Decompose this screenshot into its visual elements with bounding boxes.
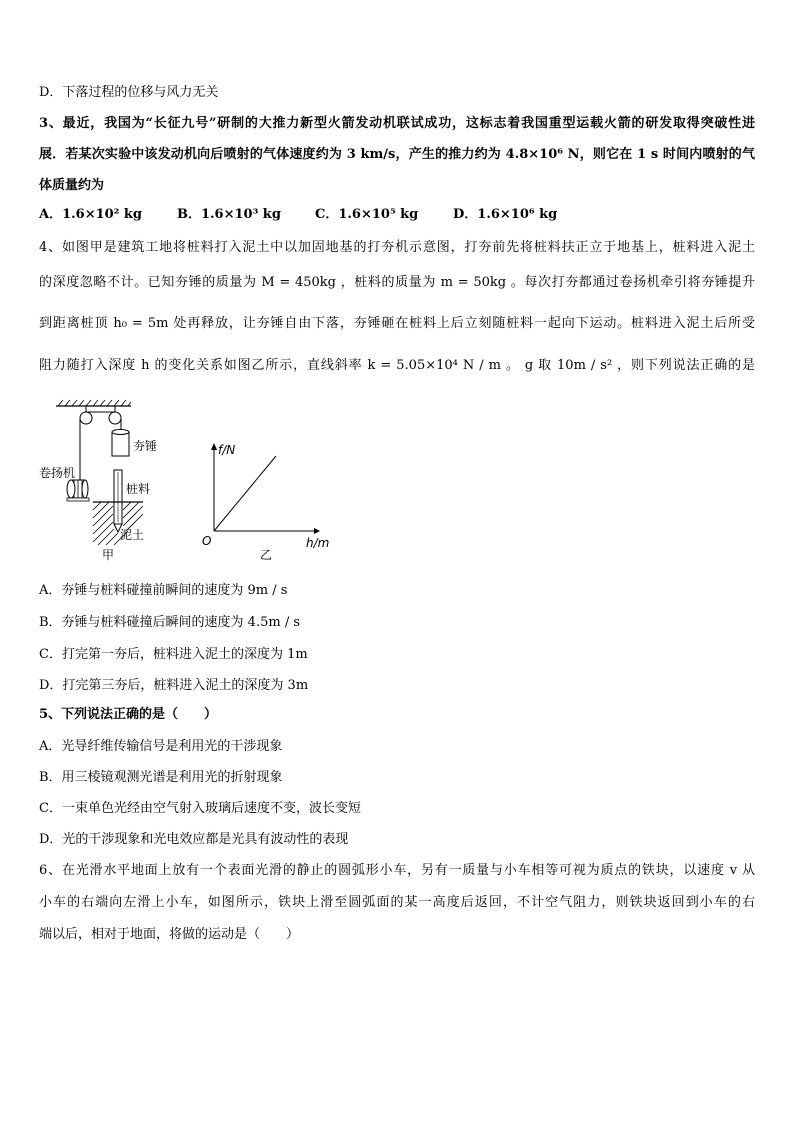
q6-stem-line-3: 端以后，相对于地面，将做的运动是（ ）: [39, 927, 300, 942]
origin-label: O: [202, 534, 212, 548]
h-axis-label: h/m: [306, 536, 330, 550]
q4-stem-line-4: 阻力随打入深度 h 的变化关系如图乙所示，直线斜率 k = 5.05×10⁴ N / m 。 g 取 10m / s² ，则下列说法正确的是: [39, 358, 755, 373]
q4-option-d: D．打完第三夯后，桩料进入泥土的深度为 3m: [39, 678, 309, 693]
f-axis-label: f/N: [218, 443, 236, 457]
ceiling: [56, 400, 131, 406]
q5-option-b: B．用三棱镜观测光谱是利用光的折射现象: [39, 770, 283, 785]
q5-option-c: C．一束单色光经由空气射入玻璃后速度不变，波长变短: [39, 801, 361, 816]
q5-stem: 5、下列说法正确的是（ ）: [39, 707, 218, 722]
label-soil: 泥土: [120, 528, 145, 542]
q3-stem-line-2: 展．若某次实验中该发动机向后喷射的气体速度约为 3 km/s，产生的推力约为 4.8×10⁶ N，则它在 1 s 时间内喷射的气: [39, 147, 755, 162]
pulley-right: [109, 412, 121, 424]
q4-stem-line-3: 到距离桩顶 h₀ = 5m 处再释放，让夯锤自由下落，夯锤砸在桩料上后立刻随桩料一起向下运动。桩料进入泥土后所受: [39, 316, 755, 331]
pile: [114, 470, 122, 532]
q3-option-a: A．1.6×10² kg: [39, 207, 143, 222]
q6-stem-line-1: 6、在光滑水平地面上放有一个表面光滑的静止的圆弧形小车，另有一质量与小车相等可视为质点的铁块，以速度 v 从: [39, 863, 755, 878]
q5-option-d: D．光的干涉现象和光电效应都是光具有波动性的表现: [39, 832, 349, 847]
label-winch: 卷扬机: [39, 466, 76, 480]
q4-option-b: B．夯锤与桩料碰撞后瞬间的速度为 4.5m / s: [39, 615, 301, 630]
q4-option-c: C．打完第一夯后，桩料进入泥土的深度为 1m: [39, 647, 308, 662]
q3-option-d: D．1.6×10⁶ kg: [453, 207, 558, 222]
caption-yi: 乙: [260, 548, 273, 562]
q3-option-c: C．1.6×10⁵ kg: [315, 207, 419, 222]
q3-stem-line-3: 体质量约为: [39, 178, 105, 193]
q4-stem-line-1: 4、如图甲是建筑工地将桩料打入泥土中以加固地基的打夯机示意图，打夯前先将桩料扶正立于地基上，桩料进入泥土: [39, 240, 755, 255]
q4-figure-svg: [38, 398, 348, 563]
rammer: [112, 432, 129, 456]
caption-jia: 甲: [102, 548, 115, 562]
q2-option-d: D．下落过程的位移与风力无关: [39, 85, 219, 100]
winch: [67, 480, 89, 501]
q6-stem-line-2: 小车的右端向左滑上小车，如图所示，铁块上滑至圆弧面的某一高度后返回，不计空气阻力，则铁块返回到小车的右: [39, 895, 755, 910]
q5-option-a: A．光导纤维传输信号是利用光的干涉现象: [39, 739, 283, 754]
label-pile: 桩料: [126, 482, 151, 496]
q4-stem-line-2: 的深度忽略不计。已知夯锤的质量为 M = 450kg ，桩料的质量为 m = 50kg 。每次打夯都通过卷扬机牵引将夯锤提升: [39, 275, 755, 290]
label-rammer: 夯锤: [133, 439, 158, 453]
q3-stem-line-1: 3、最近，我国为“长征九号”研制的大推力新型火箭发动机联试成功，这标志着我国重型运载火箭的研发取得突破性进: [39, 116, 755, 131]
pulley-left: [80, 412, 92, 424]
f-h-line: [214, 456, 276, 531]
q4-figure: [38, 398, 348, 563]
q4-option-a: A．夯锤与桩料碰撞前瞬间的速度为 9m / s: [39, 583, 288, 598]
q3-option-b: B．1.6×10³ kg: [177, 207, 281, 222]
